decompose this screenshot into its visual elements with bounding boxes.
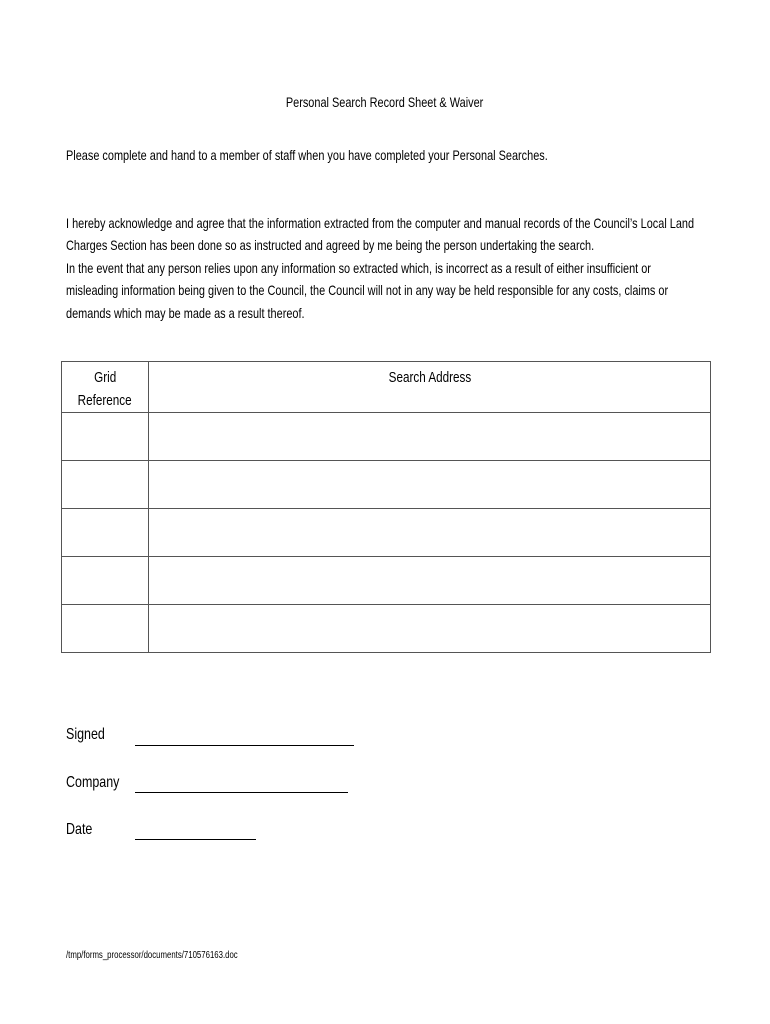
waiver-line: In the event that any person relies upon any information so extracted which, is incorrect as a result of either insufficient or: [66, 259, 651, 276]
document-title: [0, 94, 770, 110]
search-address-cell[interactable]: [149, 461, 711, 509]
search-address-cell[interactable]: [149, 413, 711, 461]
grid-reference-header-line1: Grid: [93, 369, 117, 386]
company-label: [66, 774, 134, 792]
date-field[interactable]: [135, 839, 256, 840]
instruction-text: [66, 147, 684, 163]
company-label-text: Company: [66, 774, 120, 791]
footer-path: [66, 950, 286, 961]
search-record-table: [61, 361, 711, 653]
grid-reference-header-line2: Reference: [78, 392, 132, 409]
table-row: [62, 605, 711, 653]
grid-reference-cell[interactable]: [62, 557, 149, 605]
waiver-line: I hereby acknowledge and agree that the information extracted from the computer and manual records of the Council’s Local Land: [66, 215, 695, 231]
waiver-line: demands which may be made as a result thereof.: [66, 304, 305, 321]
company-field[interactable]: [135, 792, 348, 793]
grid-reference-cell[interactable]: [62, 509, 149, 557]
grid-reference-header: [62, 362, 149, 413]
search-address-header: [149, 362, 711, 413]
search-address-cell[interactable]: [149, 605, 711, 653]
table-row: [62, 413, 711, 461]
date-label: [66, 821, 100, 839]
table-header-row: [62, 362, 711, 413]
date-label-text: Date: [66, 821, 93, 838]
waiver-line: Charges Section has been done so as instructed and agreed by me being the person undertaking the search.: [66, 237, 595, 254]
footer-path-text: /tmp/forms_processor/documents/710576163.doc: [66, 950, 238, 961]
signed-label-text: Signed: [66, 726, 105, 743]
search-address-cell[interactable]: [149, 509, 711, 557]
table-row: [62, 509, 711, 557]
grid-reference-cell[interactable]: [62, 413, 149, 461]
table-row: [62, 461, 711, 509]
waiver-line: misleading information being given to the Council, the Council will not in any way be held responsible for any costs, claims or: [66, 282, 669, 299]
table-row: [62, 557, 711, 605]
document-title-text: Personal Search Record Sheet & Waiver: [286, 94, 484, 110]
grid-reference-cell[interactable]: [62, 461, 149, 509]
waiver-paragraph: [66, 212, 770, 324]
signed-label: [66, 726, 116, 744]
search-address-cell[interactable]: [149, 557, 711, 605]
grid-reference-cell[interactable]: [62, 605, 149, 653]
instruction-line: Please complete and hand to a member of staff when you have completed your Personal Searches.: [66, 147, 548, 163]
signed-field[interactable]: [135, 745, 354, 746]
search-address-header-text: Search Address: [388, 369, 471, 386]
